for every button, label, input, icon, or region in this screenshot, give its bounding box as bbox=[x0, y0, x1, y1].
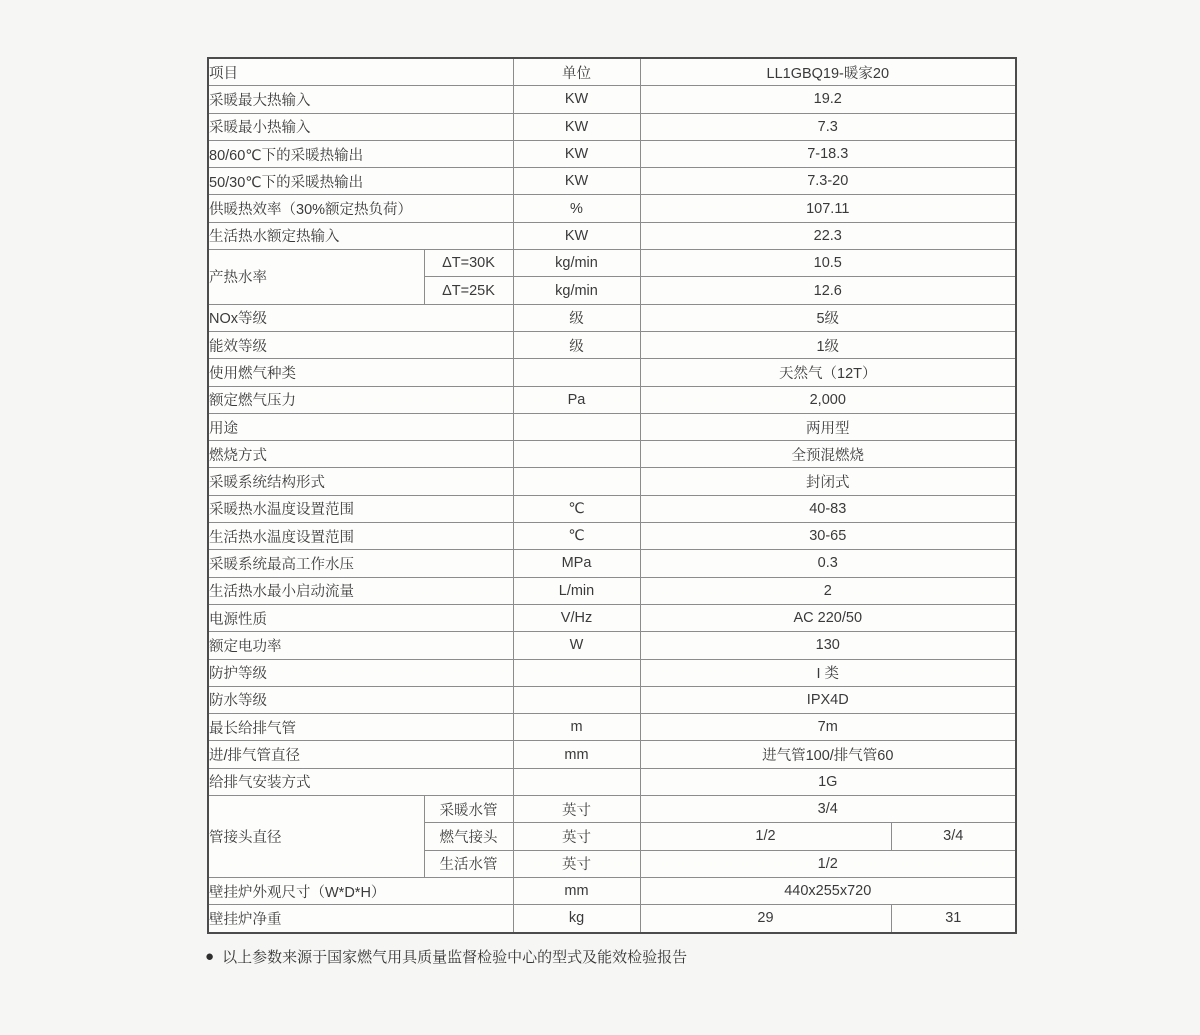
spec-group-label: 产热水率 bbox=[208, 250, 424, 305]
spec-unit: 英寸 bbox=[513, 796, 640, 823]
spec-value: 两用型 bbox=[640, 413, 1016, 440]
spec-label: 防水等级 bbox=[208, 686, 513, 713]
spec-value: 1/2 bbox=[640, 823, 891, 850]
spec-value: 3/4 bbox=[891, 823, 1016, 850]
table-row bbox=[208, 905, 1016, 933]
spec-value: 1级 bbox=[640, 331, 1016, 358]
spec-sublabel: 采暖水管 bbox=[424, 796, 513, 823]
footnote-text: 以上参数来源于国家燃气用具质量监督检验中心的型式及能效检验报告 bbox=[222, 949, 688, 966]
table-row bbox=[208, 550, 1016, 577]
spec-unit bbox=[513, 468, 640, 495]
spec-value: 107.11 bbox=[640, 195, 1016, 222]
spec-sublabel: 生活水管 bbox=[424, 850, 513, 877]
spec-unit: ℃ bbox=[513, 495, 640, 522]
spec-unit bbox=[513, 659, 640, 686]
table-row bbox=[208, 413, 1016, 440]
table-row bbox=[208, 714, 1016, 741]
spec-label: 50/30℃下的采暖热输出 bbox=[208, 168, 513, 195]
spec-unit: KW bbox=[513, 113, 640, 140]
table-row bbox=[208, 86, 1016, 113]
spec-unit: KW bbox=[513, 140, 640, 167]
spec-value: 2,000 bbox=[640, 386, 1016, 413]
table-row bbox=[208, 768, 1016, 795]
spec-value: 10.5 bbox=[640, 250, 1016, 277]
spec-label: 额定电功率 bbox=[208, 632, 513, 659]
spec-value: 440x255x720 bbox=[640, 877, 1016, 904]
spec-label: 壁挂炉净重 bbox=[208, 905, 513, 933]
table-row bbox=[208, 386, 1016, 413]
table-row bbox=[208, 686, 1016, 713]
spec-value: 1/2 bbox=[640, 850, 1016, 877]
table-row bbox=[208, 250, 1016, 277]
spec-label: 壁挂炉外观尺寸（W*D*H） bbox=[208, 877, 513, 904]
table-row bbox=[208, 113, 1016, 140]
table-row bbox=[208, 195, 1016, 222]
spec-label: 采暖系统最高工作水压 bbox=[208, 550, 513, 577]
table-row bbox=[208, 523, 1016, 550]
spec-unit: kg/min bbox=[513, 277, 640, 304]
spec-label: 采暖热水温度设置范围 bbox=[208, 495, 513, 522]
spec-unit: % bbox=[513, 195, 640, 222]
spec-unit: V/Hz bbox=[513, 604, 640, 631]
spec-unit bbox=[513, 359, 640, 386]
table-row bbox=[208, 659, 1016, 686]
spec-label: 用途 bbox=[208, 413, 513, 440]
table-row bbox=[208, 604, 1016, 631]
spec-unit: m bbox=[513, 714, 640, 741]
spec-label: 生活热水最小启动流量 bbox=[208, 577, 513, 604]
spec-value: IPX4D bbox=[640, 686, 1016, 713]
spec-value: 进气管100/排气管60 bbox=[640, 741, 1016, 768]
spec-unit: mm bbox=[513, 741, 640, 768]
table-row bbox=[208, 168, 1016, 195]
table-row bbox=[208, 877, 1016, 904]
table-row bbox=[208, 632, 1016, 659]
spec-value: I 类 bbox=[640, 659, 1016, 686]
spec-unit: KW bbox=[513, 222, 640, 249]
spec-value: AC 220/50 bbox=[640, 604, 1016, 631]
spec-value: 7-18.3 bbox=[640, 140, 1016, 167]
spec-label: NOx等级 bbox=[208, 304, 513, 331]
spec-label: 额定燃气压力 bbox=[208, 386, 513, 413]
spec-unit: KW bbox=[513, 86, 640, 113]
spec-unit bbox=[513, 768, 640, 795]
spec-value: 7.3 bbox=[640, 113, 1016, 140]
spec-unit: MPa bbox=[513, 550, 640, 577]
spec-value: 2 bbox=[640, 577, 1016, 604]
spec-label: 燃烧方式 bbox=[208, 441, 513, 468]
spec-unit bbox=[513, 686, 640, 713]
table-row bbox=[208, 468, 1016, 495]
spec-label: 采暖最大热输入 bbox=[208, 86, 513, 113]
header-model: LL1GBQ19-暖家20 bbox=[640, 58, 1016, 86]
spec-label: 电源性质 bbox=[208, 604, 513, 631]
header-item: 项目 bbox=[208, 58, 513, 86]
table-row bbox=[208, 495, 1016, 522]
header-unit: 单位 bbox=[513, 58, 640, 86]
spec-label: 进/排气管直径 bbox=[208, 741, 513, 768]
spec-label: 供暖热效率（30%额定热负荷） bbox=[208, 195, 513, 222]
bullet-icon: ● bbox=[205, 948, 215, 965]
spec-value: 天然气（12T） bbox=[640, 359, 1016, 386]
spec-value: 全预混燃烧 bbox=[640, 441, 1016, 468]
spec-unit: 级 bbox=[513, 331, 640, 358]
spec-label: 能效等级 bbox=[208, 331, 513, 358]
spec-label: 生活热水额定热输入 bbox=[208, 222, 513, 249]
spec-value: 29 bbox=[640, 905, 891, 933]
spec-table-container bbox=[207, 57, 1017, 934]
spec-label: 使用燃气种类 bbox=[208, 359, 513, 386]
spec-value: 31 bbox=[891, 905, 1016, 933]
table-row bbox=[208, 741, 1016, 768]
spec-label: 80/60℃下的采暖热输出 bbox=[208, 140, 513, 167]
spec-group-label: 管接头直径 bbox=[208, 796, 424, 878]
spec-value: 30-65 bbox=[640, 523, 1016, 550]
spec-sublabel: ΔT=25K bbox=[424, 277, 513, 304]
spec-value: 40-83 bbox=[640, 495, 1016, 522]
spec-label: 生活热水温度设置范围 bbox=[208, 523, 513, 550]
spec-unit: KW bbox=[513, 168, 640, 195]
spec-label: 最长给排气管 bbox=[208, 714, 513, 741]
footnote bbox=[205, 946, 687, 967]
spec-unit bbox=[513, 413, 640, 440]
spec-unit: kg bbox=[513, 905, 640, 933]
spec-value: 130 bbox=[640, 632, 1016, 659]
spec-value: 7m bbox=[640, 714, 1016, 741]
spec-unit: ℃ bbox=[513, 523, 640, 550]
spec-unit: 英寸 bbox=[513, 850, 640, 877]
spec-label: 防护等级 bbox=[208, 659, 513, 686]
spec-sublabel: ΔT=30K bbox=[424, 250, 513, 277]
spec-unit: Pa bbox=[513, 386, 640, 413]
table-row bbox=[208, 441, 1016, 468]
spec-value: 22.3 bbox=[640, 222, 1016, 249]
table-row bbox=[208, 577, 1016, 604]
header-row bbox=[208, 58, 1016, 86]
table-row bbox=[208, 359, 1016, 386]
spec-value: 3/4 bbox=[640, 796, 1016, 823]
table-row bbox=[208, 796, 1016, 823]
spec-label: 采暖最小热输入 bbox=[208, 113, 513, 140]
spec-table bbox=[207, 57, 1017, 934]
spec-value: 5级 bbox=[640, 304, 1016, 331]
spec-unit: L/min bbox=[513, 577, 640, 604]
spec-value: 0.3 bbox=[640, 550, 1016, 577]
spec-value: 1G bbox=[640, 768, 1016, 795]
spec-unit bbox=[513, 441, 640, 468]
spec-label: 给排气安装方式 bbox=[208, 768, 513, 795]
spec-value: 7.3-20 bbox=[640, 168, 1016, 195]
table-row bbox=[208, 331, 1016, 358]
spec-label: 采暖系统结构形式 bbox=[208, 468, 513, 495]
spec-value: 12.6 bbox=[640, 277, 1016, 304]
spec-unit: 级 bbox=[513, 304, 640, 331]
spec-unit: kg/min bbox=[513, 250, 640, 277]
spec-unit: 英寸 bbox=[513, 823, 640, 850]
spec-unit: mm bbox=[513, 877, 640, 904]
spec-unit: W bbox=[513, 632, 640, 659]
table-row bbox=[208, 140, 1016, 167]
spec-value: 19.2 bbox=[640, 86, 1016, 113]
spec-value: 封闭式 bbox=[640, 468, 1016, 495]
table-row bbox=[208, 304, 1016, 331]
spec-sublabel: 燃气接头 bbox=[424, 823, 513, 850]
table-row bbox=[208, 222, 1016, 249]
